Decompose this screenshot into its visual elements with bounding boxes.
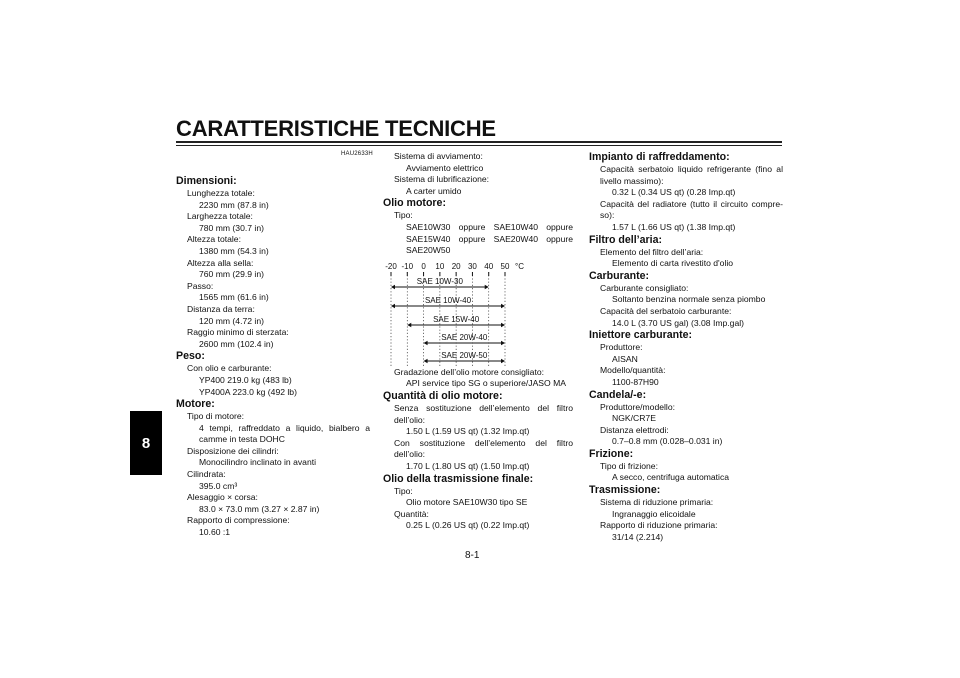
spec-label: Produttore/modello: xyxy=(600,401,675,412)
spec-value: 1380 mm (54.3 in) xyxy=(199,245,269,256)
range-arrow-left xyxy=(391,304,395,308)
section-heading: Impianto di raffreddamento: xyxy=(589,151,730,163)
spec-value: 780 mm (30.7 in) xyxy=(199,222,264,233)
spec-value: 2600 mm (102.4 in) xyxy=(199,338,274,349)
range-arrow-right xyxy=(501,323,505,327)
spec-label: Capacità del radiatore (tutto il circuito compre- xyxy=(600,198,783,209)
spec-label: Modello/quantità: xyxy=(600,365,666,376)
spec-label: Gradazione dell’olio motore consigliato: xyxy=(394,366,544,377)
spec-label: Rapporto di compressione: xyxy=(187,515,290,526)
spec-value: camme in testa DOHC xyxy=(199,434,285,445)
spec-label: dell’olio: xyxy=(394,449,426,460)
chapter-tab: 8 xyxy=(130,411,162,475)
section-heading: Frizione: xyxy=(589,447,634,460)
range-arrow-left xyxy=(407,323,411,327)
title-rule-thin xyxy=(176,145,782,146)
spec-label: Quantità: xyxy=(394,508,429,519)
column-2 xyxy=(383,151,573,532)
spec-label: Cilindrata: xyxy=(187,469,226,480)
spec-value: 10.60 :1 xyxy=(199,527,231,538)
spec-label: Distanza elettrodi: xyxy=(600,424,669,435)
spec-value: 1.70 L (1.80 US qt) (1.50 Imp.qt) xyxy=(406,460,530,471)
spec-label: so): xyxy=(600,210,615,221)
tick-label: -10 xyxy=(401,261,414,271)
section-heading: Filtro dell’aria: xyxy=(589,233,662,246)
section-heading: Dimensioni: xyxy=(176,175,237,187)
title-rule xyxy=(176,141,782,143)
spec-label: Tipo: xyxy=(394,210,413,221)
tick-label: 40 xyxy=(484,261,494,271)
spec-label: Larghezza totale: xyxy=(187,211,253,222)
spec-value: Olio motore SAE10W30 tipo SE xyxy=(406,497,528,508)
range-arrow-right xyxy=(501,341,505,345)
section-heading: Motore: xyxy=(176,398,215,411)
unit-label: °C xyxy=(515,261,524,271)
tick-label: -20 xyxy=(385,261,397,271)
range-arrow-right xyxy=(485,285,489,289)
spec-value: 0.7–0.8 mm (0.028–0.031 in) xyxy=(612,436,723,447)
spec-label: Carburante consigliato: xyxy=(600,282,689,293)
spec-label: Elemento del filtro dell’aria: xyxy=(600,246,704,257)
spec-label: Lunghezza totale: xyxy=(187,188,255,198)
spec-value: 2230 mm (87.8 in) xyxy=(199,199,269,210)
spec-value: 1.57 L (1.66 US qt) (1.38 Imp.qt) xyxy=(612,221,736,232)
spec-label: Sistema di lubrificazione: xyxy=(394,174,490,185)
spec-value: Soltanto benzina normale senza piombo xyxy=(612,294,766,305)
spec-value: YP400 219.0 kg (483 lb) xyxy=(199,374,292,385)
tick-label: 10 xyxy=(435,261,445,271)
spec-value: Avviamento elettrico xyxy=(406,162,484,173)
spec-value: Monocilindro inclinato in avanti xyxy=(199,457,317,468)
spec-label: Senza sostituzione dell’elemento del filtro xyxy=(394,402,573,413)
oil-temperature-chart xyxy=(383,257,573,367)
spec-value: API service tipo SG o superiore/JASO MA xyxy=(406,378,566,389)
column-2-bottom xyxy=(383,367,573,532)
spec-label: Con olio e carburante: xyxy=(187,363,272,374)
spec-value: 0.25 L (0.26 US qt) (0.22 Imp.qt) xyxy=(406,520,530,531)
spec-label: Alesaggio × corsa: xyxy=(187,492,258,503)
spec-value: 83.0 × 73.0 mm (3.27 × 2.87 in) xyxy=(199,503,320,514)
section-heading: Iniettore carburante: xyxy=(589,329,693,342)
spec-value: NGK/CR7E xyxy=(612,413,656,424)
spec-value: YP400A 223.0 kg (492 lb) xyxy=(199,386,297,397)
spec-label: Raggio minimo di sterzata: xyxy=(187,327,289,338)
spec-value: Elemento di carta rivestito d'olio xyxy=(612,258,734,269)
range-arrow-left xyxy=(424,341,428,345)
spec-label: Passo: xyxy=(187,280,214,291)
range-label: SAE 20W-50 xyxy=(441,350,488,360)
tick-label: 50 xyxy=(500,261,510,271)
section-heading: Quantità di olio motore: xyxy=(383,389,503,402)
spec-label: Disposizione dei cilindri: xyxy=(187,445,279,456)
spec-label: Altezza totale: xyxy=(187,234,241,245)
spec-value: 14.0 L (3.70 US gal) (3.08 Imp.gal) xyxy=(612,317,744,328)
spec-value: 120 mm (4.72 in) xyxy=(199,315,264,326)
spec-label: Sistema di riduzione primaria: xyxy=(600,497,714,508)
spec-label: Sistema di avviamento: xyxy=(394,151,483,161)
range-arrow-left xyxy=(424,359,428,363)
range-label: SAE 10W-30 xyxy=(416,276,463,286)
spec-value: SAE20W50 xyxy=(406,245,451,256)
spec-label: Distanza da terra: xyxy=(187,303,255,314)
range-arrow-right xyxy=(501,359,505,363)
spec-value: 1100-87H90 xyxy=(612,376,659,387)
spec-value: SAE15W40 oppure SAE20W40 oppure xyxy=(406,233,573,244)
spec-label: Tipo: xyxy=(394,485,413,496)
section-heading: Olio motore: xyxy=(383,197,446,210)
section-heading: Candela/-e: xyxy=(589,388,647,401)
spec-label: livello massimo): xyxy=(600,175,664,186)
range-arrow-right xyxy=(501,304,505,308)
spec-value: 4 tempi, raffreddato a liquido, bialbero a xyxy=(199,422,370,433)
spec-value: A carter umido xyxy=(406,185,462,196)
range-label: SAE 20W-40 xyxy=(441,332,488,342)
spec-label: Altezza alla sella: xyxy=(187,257,254,268)
column-1 xyxy=(176,175,370,539)
range-label: SAE 10W-40 xyxy=(424,295,472,305)
spec-label: Tipo di motore: xyxy=(187,411,244,422)
spec-label: Tipo di frizione: xyxy=(600,460,658,471)
spec-label: Produttore: xyxy=(600,342,643,353)
range-arrow-left xyxy=(391,285,395,289)
section-heading: Trasmissione: xyxy=(589,484,661,497)
spec-value: A secco, centrifuga automatica xyxy=(612,472,730,483)
spec-label: Rapporto di riduzione primaria: xyxy=(600,520,718,531)
spec-label: Capacità del serbatoio carburante: xyxy=(600,305,732,316)
spec-value: 395.0 cm³ xyxy=(199,480,238,491)
spec-value: 1.50 L (1.59 US qt) (1.32 Imp.qt) xyxy=(406,426,530,437)
spec-label: Con sostituzione dell’elemento del filtro xyxy=(394,437,573,448)
spec-value: AISAN xyxy=(612,353,638,364)
spec-value: 760 mm (29.9 in) xyxy=(199,269,264,280)
tick-label: 20 xyxy=(451,261,461,271)
spec-value: SAE10W30 oppure SAE10W40 oppure xyxy=(406,221,573,232)
spec-value: 31/14 (2.214) xyxy=(612,531,664,542)
spec-value: Ingranaggio elicoidale xyxy=(612,508,696,519)
doc-code: HAU2633H xyxy=(341,151,373,157)
spec-value: 1565 mm (61.6 in) xyxy=(199,292,269,303)
spec-value: 0.32 L (0.34 US qt) (0.28 Imp.qt) xyxy=(612,187,736,198)
oil-chart-svg xyxy=(383,257,573,367)
page-number: 8-1 xyxy=(465,550,480,561)
column-3 xyxy=(589,151,783,543)
range-label: SAE 15W-40 xyxy=(433,314,480,324)
column-2-top xyxy=(383,151,573,257)
spec-label: dell’olio: xyxy=(394,414,426,425)
tick-label: 0 xyxy=(421,261,426,271)
section-heading: Olio della trasmissione finale: xyxy=(383,472,534,485)
page-title: CARATTERISTICHE TECNICHE xyxy=(176,116,496,141)
tick-label: 30 xyxy=(467,261,477,271)
section-heading: Carburante: xyxy=(589,269,650,282)
section-heading: Peso: xyxy=(176,350,205,363)
spec-label: Capacità serbatoio liquido refrigerante (fino al xyxy=(600,164,783,174)
